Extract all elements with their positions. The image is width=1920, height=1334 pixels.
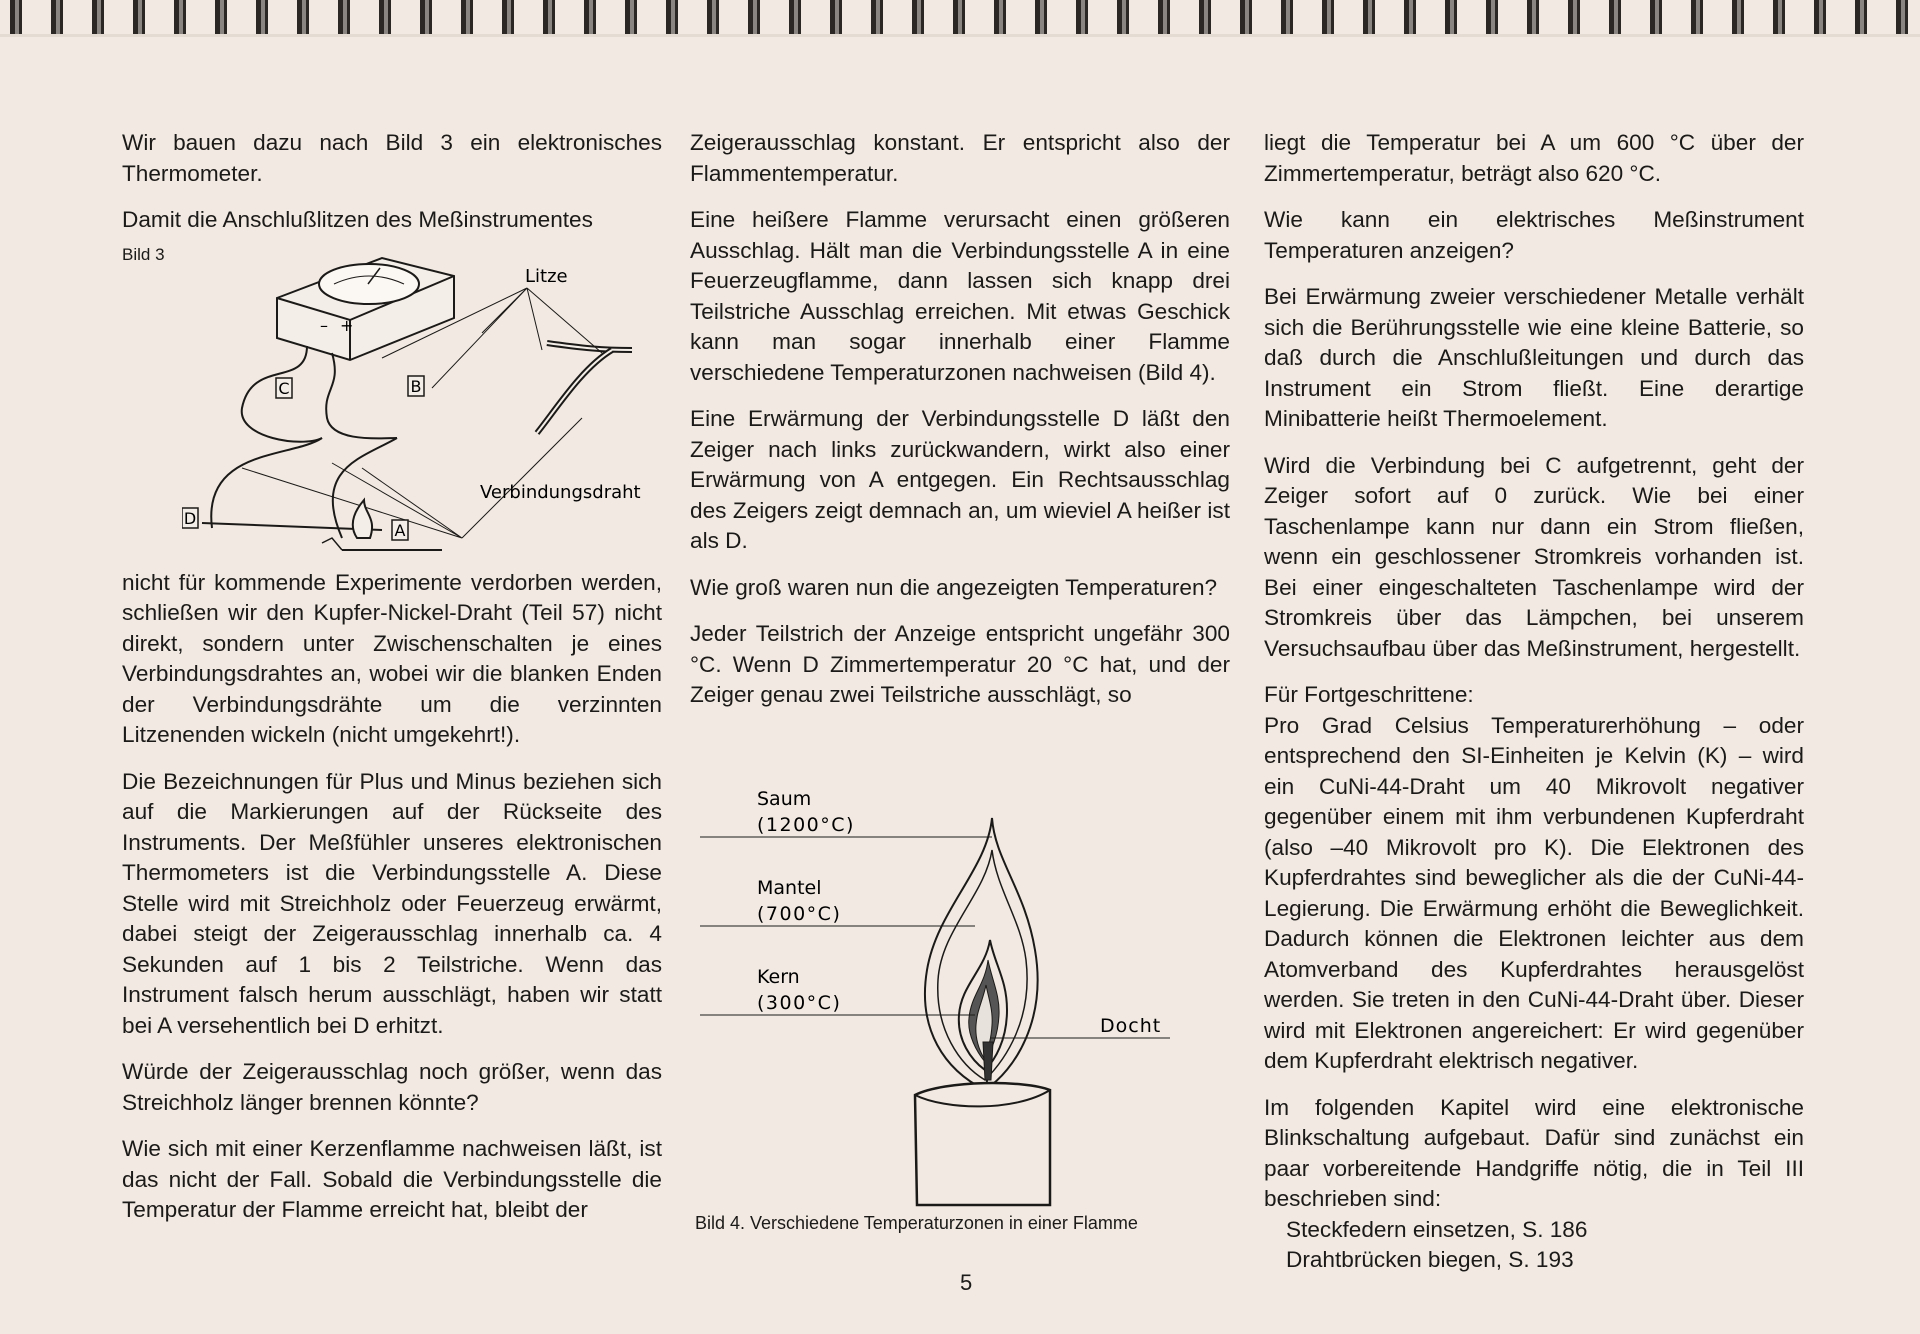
figure-label: Bild 3: [122, 244, 165, 264]
label-litze: Litze: [525, 265, 568, 287]
label-saum: Saum: [757, 788, 812, 810]
paragraph: Bei Erwärmung zweier verschiedener Metalle verhält sich die Berührungsstelle wie eine kleine Batterie, so daß durch die Anschlußleitungen und durch das Instrument ein Strom fließt. Eine derartige Minibatterie heißt Thermoelement.: [1264, 284, 1804, 431]
paragraph: Wie kann ein elektrisches Meßinstrument Temperaturen anzeigen?: [1264, 207, 1804, 263]
paragraph: liegt die Temperatur bei A um 600 °C über der Zimmertemperatur, beträgt also 620 °C.: [1264, 130, 1804, 186]
paragraph: Zeigerausschlag konstant. Er entspricht also der Flammentemperatur.: [690, 130, 1230, 186]
list-item: Steckfedern einsetzen, S. 186: [1286, 1216, 1588, 1242]
label-kern-temp: (300°C): [757, 992, 842, 1014]
thermometer-diagram: [182, 238, 662, 556]
label-c: C: [278, 378, 290, 398]
label-d: D: [183, 508, 197, 528]
figure-caption: Bild 4. Verschiedene Temperaturzonen in einer Flamme: [695, 1213, 1138, 1233]
column-1: [122, 128, 662, 1242]
label-verbindungsdraht: Verbindungsdraht: [480, 481, 641, 503]
label-mantel: Mantel: [757, 877, 822, 899]
spiral-binding: [0, 0, 1920, 37]
paragraph: Eine heißere Flamme verursacht einen größeren Ausschlag. Hält man die Verbindungsstelle A in eine Feuerzeugflamme, dann lassen sich knapp drei Teilstriche Ausschlag erreichen. Mit etwas Geschick kann man sogar innerhalb einer Flamme verschiedene Temperaturzonen nachweisen (Bild 4).: [690, 207, 1230, 385]
section-heading: Für Fortgeschrittene:: [1264, 682, 1474, 707]
paragraph: Wie groß waren nun die angezeigten Temperaturen?: [690, 574, 1218, 600]
figure-3-thermometer: [122, 238, 662, 556]
figure-4-flame: [695, 780, 1255, 1250]
paragraph: Die Bezeichnungen für Plus und Minus beziehen sich auf die Markierungen auf der Rückseite des Instruments. Der Meßfühler unseres elektronischen Thermometers ist die Verbindungsstelle A. Diese Stelle wird mit Streichholz oder Feuerzeug erwärmt, dabei steigt der Zeigerausschlag innerhalb ca. 4 Sekunden auf 1 bis 2 Teilstriche. Wenn das Instrument falsch herum ausschlägt, haben wir statt bei A versehentlich bei D erhitzt.: [122, 768, 662, 1038]
label-docht: Docht: [1100, 1015, 1162, 1037]
paragraph: Damit die Anschlußlitzen des Meßinstrumentes: [122, 207, 593, 232]
paragraph: Wird die Verbindung bei C aufgetrennt, geht der Zeiger sofort auf 0 zurück. Wie bei einer Taschenlampe kann nur dann ein Strom fließen, wenn ein geschlossener Stromkreis vorhanden ist. Bei einer eingeschalteten Taschenlampe wird der Stromkreis über das Lämpchen, bei unserem Versuchsaufbau über das Meßinstrument, hergestellt.: [1264, 452, 1804, 661]
list-item: Drahtbrücken biegen, S. 193: [1286, 1247, 1574, 1272]
paragraph: Würde der Zeigerausschlag noch größer, wenn das Streichholz länger brennen könnte?: [122, 1059, 662, 1115]
label-mantel-temp: (700°C): [757, 903, 842, 925]
label-a: A: [394, 520, 406, 540]
candle-flame-diagram: [695, 780, 1255, 1210]
column-2: [690, 128, 1230, 727]
paragraph: Wir bauen dazu nach Bild 3 ein elektronisches Thermometer.: [122, 130, 662, 186]
paragraph: Jeder Teilstrich der Anzeige entspricht ungefähr 300 °C. Wenn D Zimmertemperatur 20 °C hat, und der Zeiger genau zwei Teilstriche ausschlägt, so: [690, 621, 1230, 707]
page-number: 5: [960, 1270, 973, 1295]
paragraph: nicht für kommende Experimente verdorben werden, schließen wir den Kupfer-Nickel-Draht (Teil 57) nicht direkt, sondern unter Zwischenschalten je eines Verbindungsdrahtes an, wobei wir die blanken Enden der Verbindungsdrähte um die verzinnten Litzenenden wickeln (nicht umgekehrt!).: [122, 569, 662, 747]
paragraph: Wie sich mit einer Kerzenflamme nachweisen läßt, ist das nicht der Fall. Sobald die Verbindungsstelle die Temperatur der Flamme erreicht hat, bleibt der: [122, 1136, 662, 1222]
paragraph: Im folgenden Kapitel wird eine elektronische Blinkschaltung aufgebaut. Dafür sind zunächst ein paar vorbereitende Handgriffe nötig, die in Teil III beschrieben sind:: [1264, 1094, 1804, 1211]
label-saum-temp: (1200°C): [757, 814, 855, 836]
minus-mark: –: [320, 315, 328, 335]
paragraph: Pro Grad Celsius Temperaturerhöhung – oder entsprechend den SI-Einheiten je Kelvin (K) – wird ein CuNi-44-Draht um 40 Mikrovolt negativer gegenüber einem mit ihm verbundenen Kupferdraht (also –40 Mikrovolt pro K). Die Elektronen des Kupferdrahtes sind beweglicher als die der CuNi-44-Legierung. Die Erwärmung erhöht die Beweglichkeit. Dadurch können die Elektronen leichter aus dem Atomverband des Kupferdrahtes herausgelöst werden. Sie treten in den CuNi-44-Draht über. Dieser wird mit Elektronen angereichert: Er wird gegenüber dem Kupferdraht elektrisch negativer.: [1264, 712, 1804, 1073]
plus-mark: +: [340, 315, 354, 335]
paragraph: Eine Erwärmung der Verbindungsstelle D läßt den Zeiger nach links zurückwandern, wirkt also einer Erwärmung von A entgegen. Ein Rechtsausschlag des Zeigers zeigt demnach an, um wieviel A heißer ist als D.: [690, 406, 1230, 553]
label-kern: Kern: [757, 966, 800, 988]
column-3: [1264, 128, 1804, 1276]
label-b: B: [410, 376, 422, 396]
